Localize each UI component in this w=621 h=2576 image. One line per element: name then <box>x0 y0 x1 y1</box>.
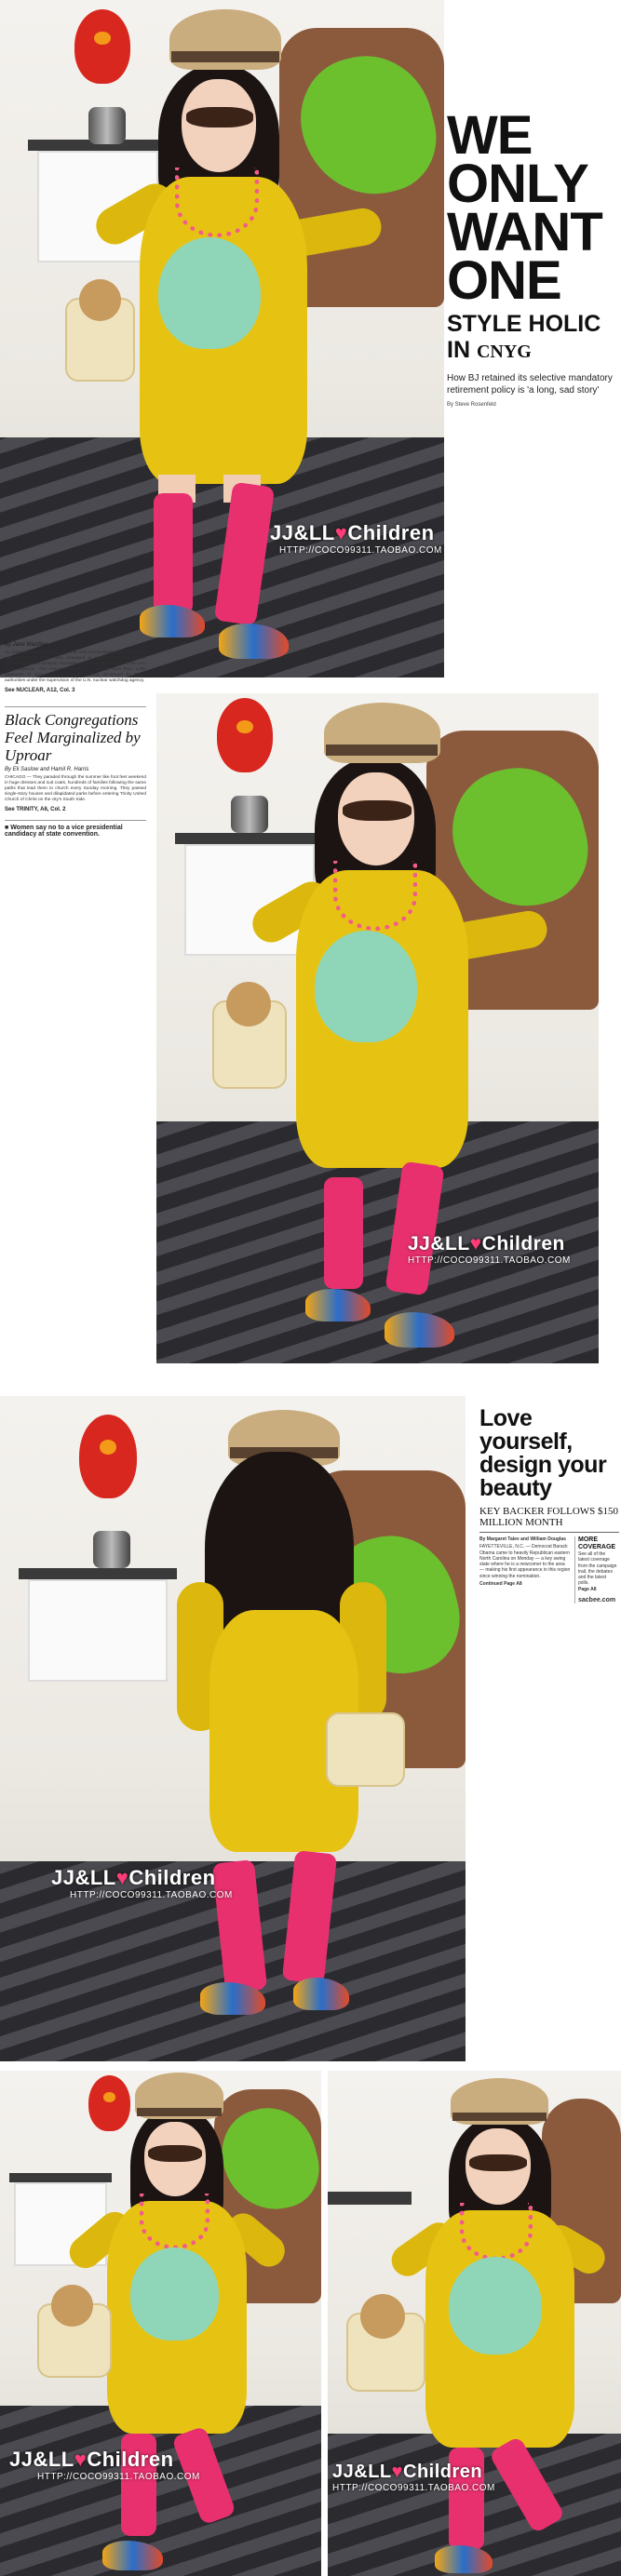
bead-necklace <box>175 168 259 237</box>
elmo-toy <box>79 1415 137 1498</box>
photo-2-scene <box>156 693 599 1363</box>
deck: How BJ retained its selective mandatory retirement policy is 'a long, sad story' <box>447 373 613 396</box>
sunglasses <box>148 2145 202 2162</box>
straw-basket <box>326 1712 405 1787</box>
newspaper-page: Love yourself, design your beauty KEY BACKER FOLLOWS $150 MILLION MONTH By Margaret Talev and William Douglas FAYETTEVILLE, N.C. — Democrat Barack Obama came to heavily Republican eastern North Carolina on Monday — a key swing state where he is a newcomer to the area — making his first appearance in this region since winning the nomination. Continued Page A8 MORE COVERAGE See all of the latest coverage from the campaign trail, the debates and the latest polls. Page A8 sacbee.com <box>479 1405 619 1604</box>
news-teaser: ■ Women say no to a vice presidential candidacy at state convention. <box>5 820 146 838</box>
photo-3-scene <box>0 1396 466 2061</box>
newspaper-column: By Jane Wardlaw An international smuggling ring that sold bomb-related parts to Libya, Iraq and North Korea also managed to export blueprints for an advanced nuclear weapon, according to a draft report by a former U.N. arms inspector. The computer records — among more than 1,000 gigabytes of data seized — were recently destroyed by Swiss authorities under the supervision of the U.N. nuclear watchdog agency. See NUCLEAR, A12, Col. 3 Black Congregations Feel Marginalized by Uproar By Eli Saslow and Hamil R. Harris CHICAGO — They paraded through the summer like foot feet weekend in huge dresses and suit coats, hundreds of families following the same paths that lead them to church every Sunday morning. They passed single-story houses and dilapidated parks before entering Trinity United Church of Christ on the city's South Side. See TRINITY, A6, Col. 2 ■ Women say no to a vice presidential candidacy at state convention. <box>5 642 146 838</box>
product-photo-1 <box>0 0 621 679</box>
store-watermark: JJ&LL♥Children HTTP://COCO99311.TAOBAO.COM <box>270 521 442 556</box>
store-watermark: JJ&LL♥Children HTTP://COCO99311.TAOBAO.COM <box>51 1866 233 1900</box>
teddy-bear <box>79 279 121 321</box>
sneaker-right <box>219 624 289 659</box>
apple-print <box>130 2247 219 2341</box>
product-photo-5 <box>328 2071 621 2576</box>
product-photo-4 <box>0 2071 321 2576</box>
byline: By Steve Rosenfeld <box>447 402 496 408</box>
kicker: KEY BACKER FOLLOWS $150 MILLION MONTH <box>479 1506 619 1533</box>
apple-print <box>315 931 417 1042</box>
pink-sock-right <box>214 482 275 626</box>
sunglasses <box>343 800 412 821</box>
child-model <box>346 2071 616 2576</box>
news-headline: Black Congregations Feel Marginalized by Uproar <box>5 706 146 764</box>
child-model <box>37 2071 298 2576</box>
store-watermark: JJ&LL♥Children HTTP://COCO99311.TAOBAO.COM <box>332 2462 495 2493</box>
teddy-bear <box>51 2285 93 2327</box>
subhead: STYLE HOLIC <box>447 311 601 337</box>
headline: WE ONLY WANT ONE <box>447 105 602 311</box>
apple-print <box>449 2257 542 2355</box>
brand-logo: CNYG <box>476 342 532 362</box>
site-link: sacbee.com <box>578 1597 616 1604</box>
child-model <box>56 0 391 678</box>
child-model-back-view <box>140 1396 419 2061</box>
store-watermark: JJ&LL♥Children HTTP://COCO99311.TAOBAO.COM <box>9 2448 200 2482</box>
store-watermark: JJ&LL♥Children HTTP://COCO99311.TAOBAO.COM <box>408 1233 571 1266</box>
teddy-bear <box>360 2294 405 2339</box>
apple-print <box>158 237 261 349</box>
sunglasses <box>469 2154 527 2171</box>
sunglasses <box>186 107 253 127</box>
kettle <box>93 1531 130 1568</box>
teddy-bear <box>226 982 271 1026</box>
headline: Love yourself, design your beauty <box>479 1405 607 1501</box>
photo-1-scene <box>0 0 444 678</box>
pink-sock-left <box>154 493 193 614</box>
sneaker-left <box>140 605 205 637</box>
magazine-cover-text: WE ONLY WANT ONE STYLE HOLIC IN CNYG How BJ retained its selective mandatory retirement policy is 'a long, sad story' By Steve Rosenfeld <box>447 112 619 408</box>
